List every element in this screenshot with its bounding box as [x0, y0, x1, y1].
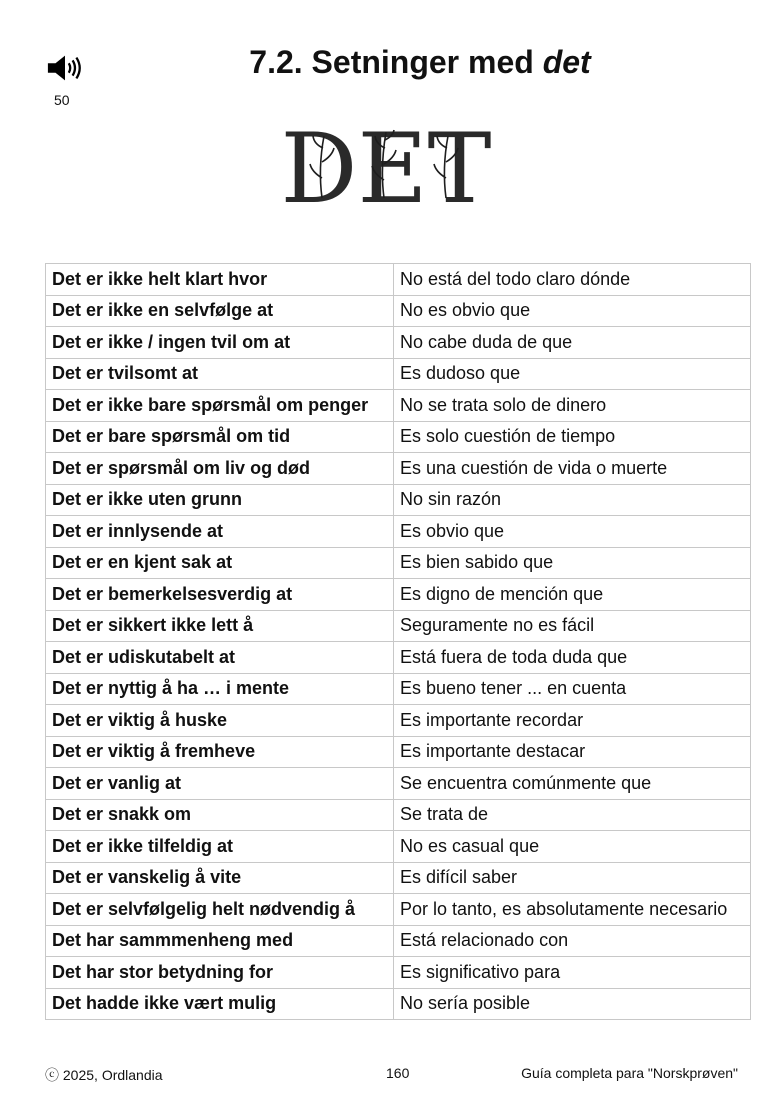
table-row [46, 673, 751, 705]
norwegian-phrase: Det er ikke helt klart hvor [46, 264, 394, 296]
table-row [46, 421, 751, 453]
norwegian-phrase: Det er vanlig at [46, 768, 394, 800]
spanish-translation: Es bueno tener ... en cuenta [394, 673, 751, 705]
footer-page-number: 160 [386, 1065, 410, 1081]
title-prefix: 7.2. Setninger med [249, 44, 543, 80]
spanish-translation: Es una cuestión de vida o muerte [394, 453, 751, 485]
table-row [46, 862, 751, 894]
norwegian-phrase: Det er ikke tilfeldig at [46, 831, 394, 863]
spanish-translation: Se encuentra comúnmente que [394, 768, 751, 800]
norwegian-phrase: Det er viktig å huske [46, 705, 394, 737]
table-row [46, 831, 751, 863]
table-row [46, 358, 751, 390]
spanish-translation: Es significativo para [394, 957, 751, 989]
norwegian-phrase: Det er ikke / ingen tvil om at [46, 327, 394, 359]
spanish-translation: No se trata solo de dinero [394, 390, 751, 422]
phrase-table-body [46, 264, 751, 1020]
norwegian-phrase: Det er ikke uten grunn [46, 484, 394, 516]
table-row [46, 642, 751, 674]
spanish-translation: Está fuera de toda duda que [394, 642, 751, 674]
table-row [46, 327, 751, 359]
table-row [46, 484, 751, 516]
table-row [46, 516, 751, 548]
table-row [46, 799, 751, 831]
table-row [46, 453, 751, 485]
spanish-translation: Es bien sabido que [394, 547, 751, 579]
speaker-glyph [46, 52, 84, 84]
norwegian-phrase: Det er spørsmål om liv og død [46, 453, 394, 485]
norwegian-phrase: Det er bemerkelsesverdig at [46, 579, 394, 611]
norwegian-phrase: Det er ikke bare spørsmål om penger [46, 390, 394, 422]
norwegian-phrase: Det er bare spørsmål om tid [46, 421, 394, 453]
norwegian-phrase: Det hadde ikke vært mulig [46, 988, 394, 1020]
title-emphasis: det [542, 44, 591, 80]
table-row [46, 957, 751, 989]
spanish-translation: Es importante destacar [394, 736, 751, 768]
table-row [46, 768, 751, 800]
norwegian-phrase: Det er selvfølgelig helt nødvendig å [46, 894, 394, 926]
spanish-translation: Es obvio que [394, 516, 751, 548]
norwegian-phrase: Det er ikke en selvfølge at [46, 295, 394, 327]
spanish-translation: No sin razón [394, 484, 751, 516]
page-title [180, 44, 660, 81]
footer-book-title: Guía completa para "Norskprøven" [521, 1065, 738, 1081]
spanish-translation: Es importante recordar [394, 705, 751, 737]
norwegian-phrase: Det er tvilsomt at [46, 358, 394, 390]
norwegian-phrase: Det er udiskutabelt at [46, 642, 394, 674]
spanish-translation: Está relacionado con [394, 925, 751, 957]
norwegian-phrase: Det er sikkert ikke lett å [46, 610, 394, 642]
footer-copyright: ⓒ 2025, Ordlandia [45, 1067, 163, 1083]
norwegian-phrase: Det er viktig å fremheve [46, 736, 394, 768]
spanish-translation: Es dudoso que [394, 358, 751, 390]
spanish-translation: Es digno de mención que [394, 579, 751, 611]
table-row [46, 925, 751, 957]
table-row [46, 610, 751, 642]
spanish-translation: Es solo cuestión de tiempo [394, 421, 751, 453]
det-logo [280, 113, 492, 225]
norwegian-phrase: Det er en kjent sak at [46, 547, 394, 579]
table-row [46, 736, 751, 768]
table-row [46, 390, 751, 422]
spanish-translation: Seguramente no es fácil [394, 610, 751, 642]
norwegian-phrase: Det er vanskelig å vite [46, 862, 394, 894]
table-row [46, 705, 751, 737]
table-row [46, 295, 751, 327]
table-row [46, 547, 751, 579]
speaker-icon[interactable] [46, 52, 86, 86]
table-row [46, 894, 751, 926]
norwegian-phrase: Det har sammmenheng med [46, 925, 394, 957]
spanish-translation: Es difícil saber [394, 862, 751, 894]
phrase-table [45, 263, 751, 1020]
spanish-translation: No sería posible [394, 988, 751, 1020]
spanish-translation: Se trata de [394, 799, 751, 831]
table-row [46, 988, 751, 1020]
table-row [46, 264, 751, 296]
norwegian-phrase: Det er innlysende at [46, 516, 394, 548]
table-row [46, 579, 751, 611]
norwegian-phrase: Det er nyttig å ha … i mente [46, 673, 394, 705]
spanish-translation: Por lo tanto, es absolutamente necesario [394, 894, 751, 926]
spanish-translation: No está del todo claro dónde [394, 264, 751, 296]
spanish-translation: No cabe duda de que [394, 327, 751, 359]
logo-lettering: DET [280, 113, 492, 225]
norwegian-phrase: Det har stor betydning for [46, 957, 394, 989]
spanish-translation: No es casual que [394, 831, 751, 863]
track-number: 50 [54, 92, 70, 108]
norwegian-phrase: Det er snakk om [46, 799, 394, 831]
spanish-translation: No es obvio que [394, 295, 751, 327]
